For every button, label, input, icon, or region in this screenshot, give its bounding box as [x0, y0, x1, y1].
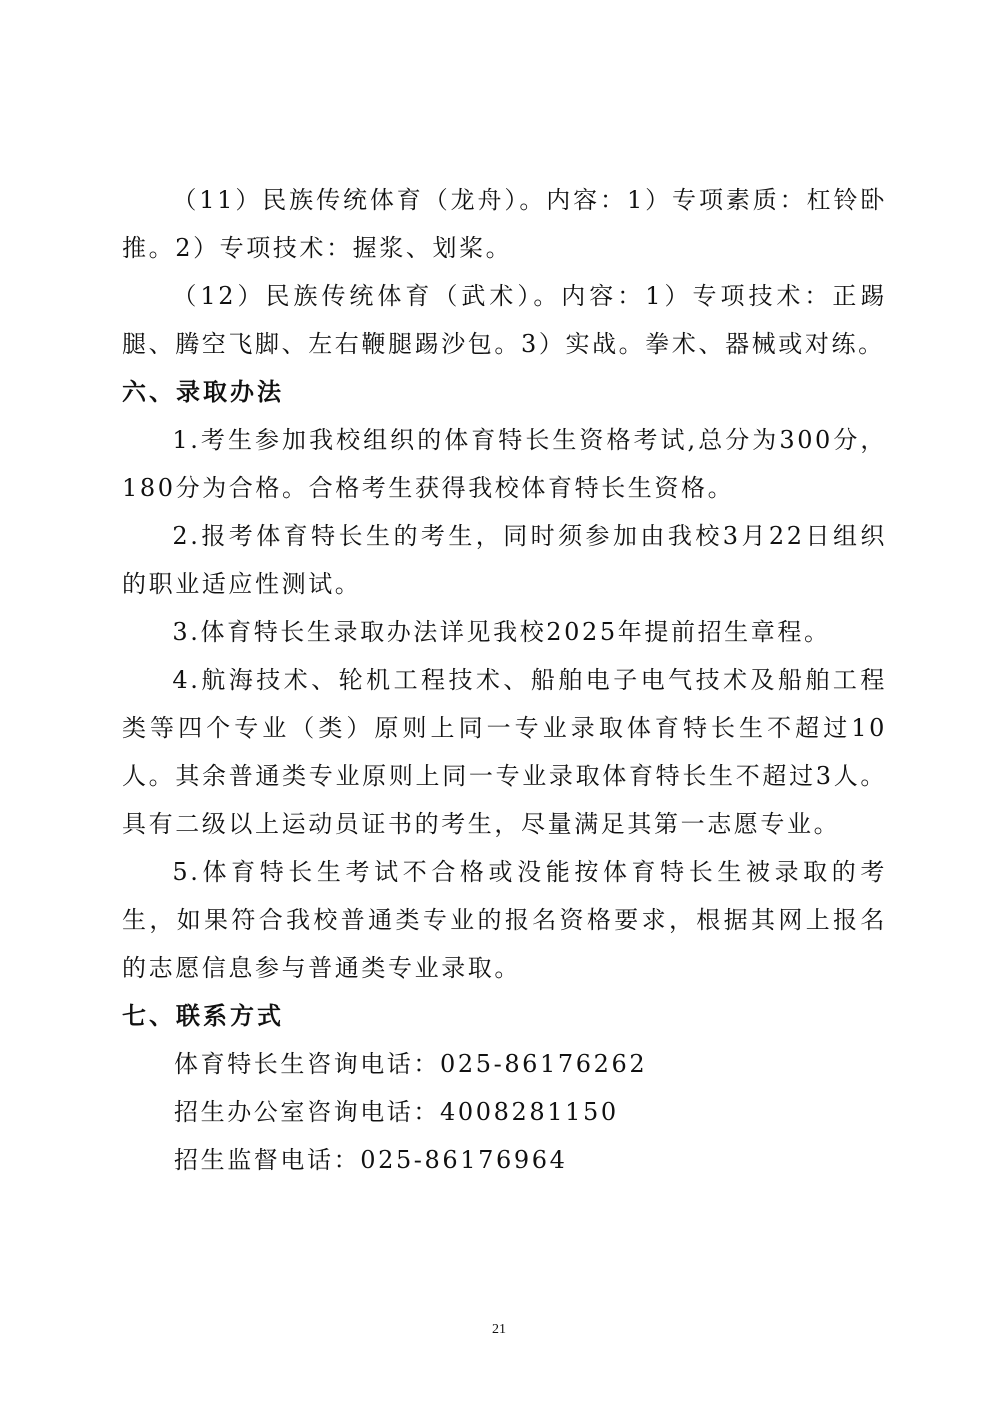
admission-item-5: 5.体育特长生考试不合格或没能按体育特长生被录取的考生，如果符合我校普通类专业的报名资格要求，根据其网上报名的志愿信息参与普通类专业录取。 — [122, 858, 887, 982]
admission-item-2: 2.报考体育特长生的考生，同时须参加由我校3月22日组织的职业适应性测试。 — [122, 522, 887, 598]
admission-item-1: 1.考生参加我校组织的体育特长生资格考试,总分为300分，180分为合格。合格考生获得我校体育特长生资格。 — [122, 426, 887, 502]
contact-office-phone: 招生办公室咨询电话：4008281150 — [174, 1098, 619, 1126]
contact-sports-phone: 体育特长生咨询电话：025-86176262 — [174, 1050, 648, 1078]
contact-supervision-phone: 招生监督电话：025-86176964 — [174, 1146, 568, 1174]
admission-item-3: 3.体育特长生录取办法详见我校2025年提前招生章程。 — [172, 618, 831, 646]
section-heading-admission: 六、录取办法 — [122, 378, 284, 406]
section-heading-contact: 七、联系方式 — [122, 1002, 284, 1030]
document-body — [122, 176, 887, 1184]
page-number: 21 — [492, 1322, 506, 1337]
paragraph-martial-arts: （12）民族传统体育（武术）。内容：1）专项技术：正踢腿、腾空飞脚、左右鞭腿踢沙包。3）实战。拳术、器械或对练。 — [122, 282, 887, 358]
admission-item-4: 4.航海技术、轮机工程技术、船舶电子电气技术及船舶工程类等四个专业（类）原则上同一专业录取体育特长生不超过10人。其余普通类专业原则上同一专业录取体育特长生不超过3人。具有二级以上运动员证书的考生，尽量满足其第一志愿专业。 — [122, 666, 887, 838]
paragraph-dragon-boat: （11）民族传统体育（龙舟）。内容：1）专项素质：杠铃卧推。2）专项技术：握浆、划桨。 — [122, 186, 887, 262]
